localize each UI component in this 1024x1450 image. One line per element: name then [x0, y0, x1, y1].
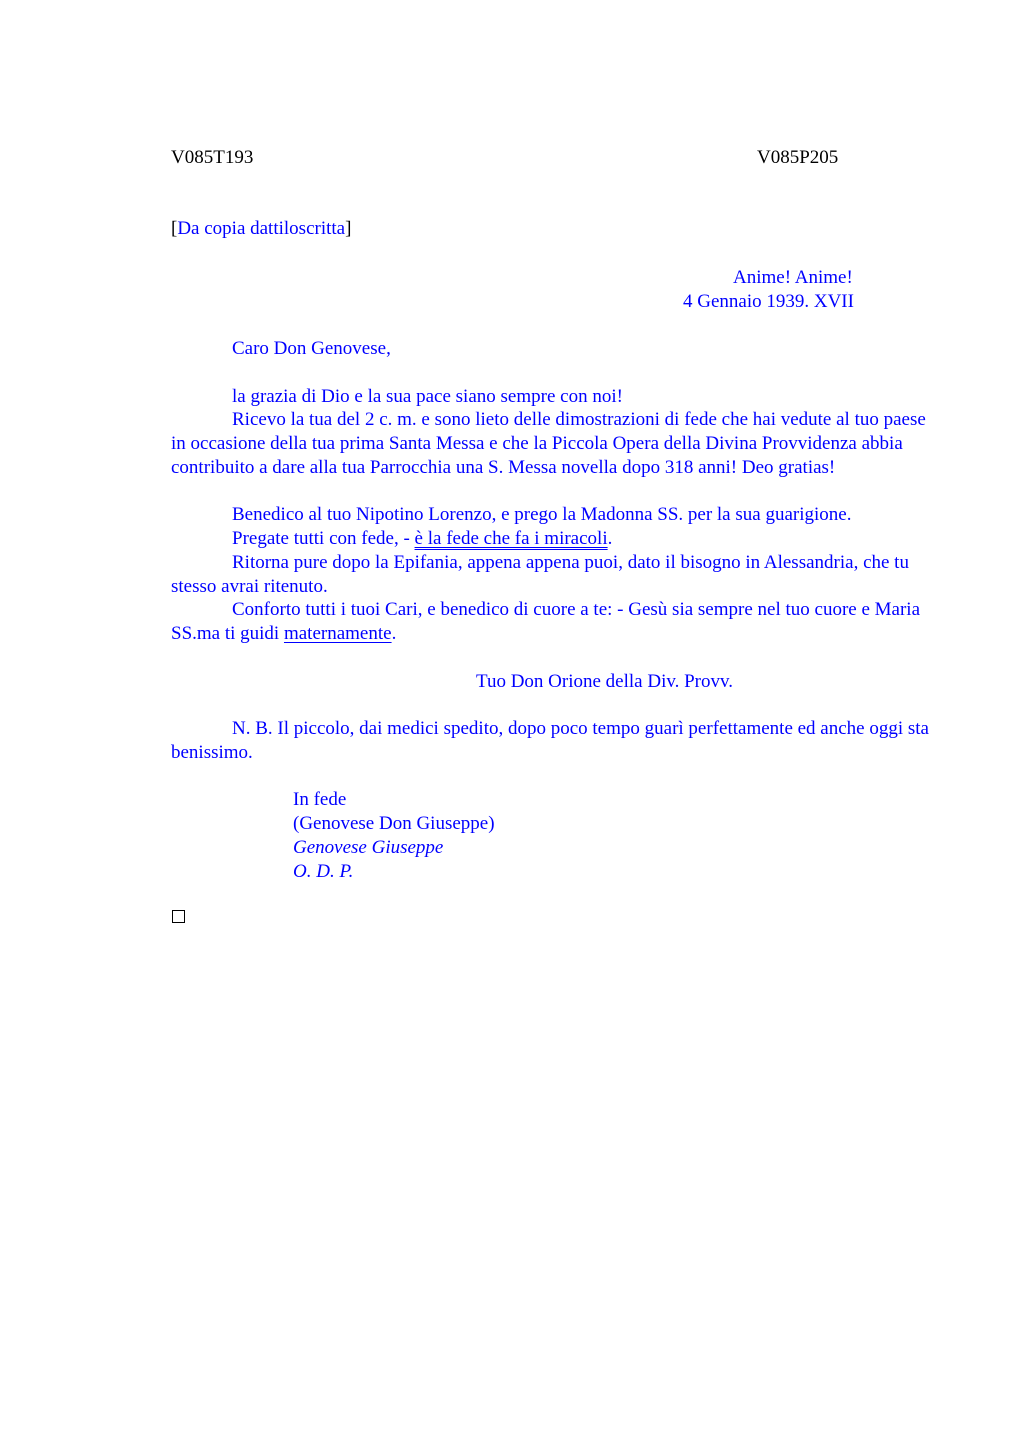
attestation-signature-name: Genovese Giuseppe [293, 837, 444, 858]
paragraph-5-suffix: . [391, 623, 397, 644]
postscript: N. B. Il piccolo, dai medici spedito, dopo poco tempo guarì perfettamente ed anche oggi sta benissimo. [171, 718, 929, 763]
paragraph-4: Ritorna pure dopo la Epifania, appena appena puoi, dato il bisogno in Alessandria, che tu stesso avrai ritenuto. [171, 552, 909, 597]
source-note-open-bracket: [ [171, 218, 178, 239]
letter-date: 4 Gennaio 1939. XVII [683, 291, 854, 312]
source-note-close-bracket: ] [345, 218, 352, 239]
document-code-right: V085P205 [757, 147, 839, 168]
source-note [171, 217, 351, 241]
paragraph-3-prefix: Pregate tutti con fede, - [232, 528, 415, 549]
paragraph-5 [171, 598, 931, 646]
paragraph-3-emphasis: è la fede che fa i miracoli [414, 528, 608, 549]
opening-line: la grazia di Dio e la sua pace siano sempre con noi! [232, 386, 623, 407]
motto: Anime! Anime! [733, 267, 853, 288]
attestation-line-1: In fede [293, 789, 347, 810]
paragraph-2: Benedico al tuo Nipotino Lorenzo, e prego la Madonna SS. per la sua guarigione. [232, 504, 852, 525]
paragraph-3 [171, 527, 931, 551]
paragraph-5-emphasis: maternamente [283, 623, 392, 644]
attestation-line-2: (Genovese Don Giuseppe) [293, 813, 495, 834]
attestation-signature-initials: O. D. P. [293, 861, 354, 882]
paragraph-3-suffix: . [607, 528, 613, 549]
document-code-left: V085T193 [171, 147, 254, 168]
paragraph-1: Ricevo la tua del 2 c. m. e sono lieto delle dimostrazioni di fede che hai vedute al tuo paese in occasione della tua prima Santa Messa e che la Piccola Opera della Divina Provvidenza abbia contribuito a dare alla tua Parrocchia una S. Messa novella dopo 318 anni! Deo gratias! [171, 409, 926, 478]
signature: Tuo Don Orione della Div. Provv. [476, 671, 734, 692]
end-marker-box [172, 910, 185, 923]
paragraph-5-prefix: Conforto tutti i tuoi Cari, e benedico di cuore a te: - Gesù sia sempre nel tuo cuore e Maria SS.ma ti guidi [171, 599, 921, 644]
source-note-text: Da copia dattiloscritta [177, 218, 346, 239]
salutation: Caro Don Genovese, [232, 338, 391, 359]
